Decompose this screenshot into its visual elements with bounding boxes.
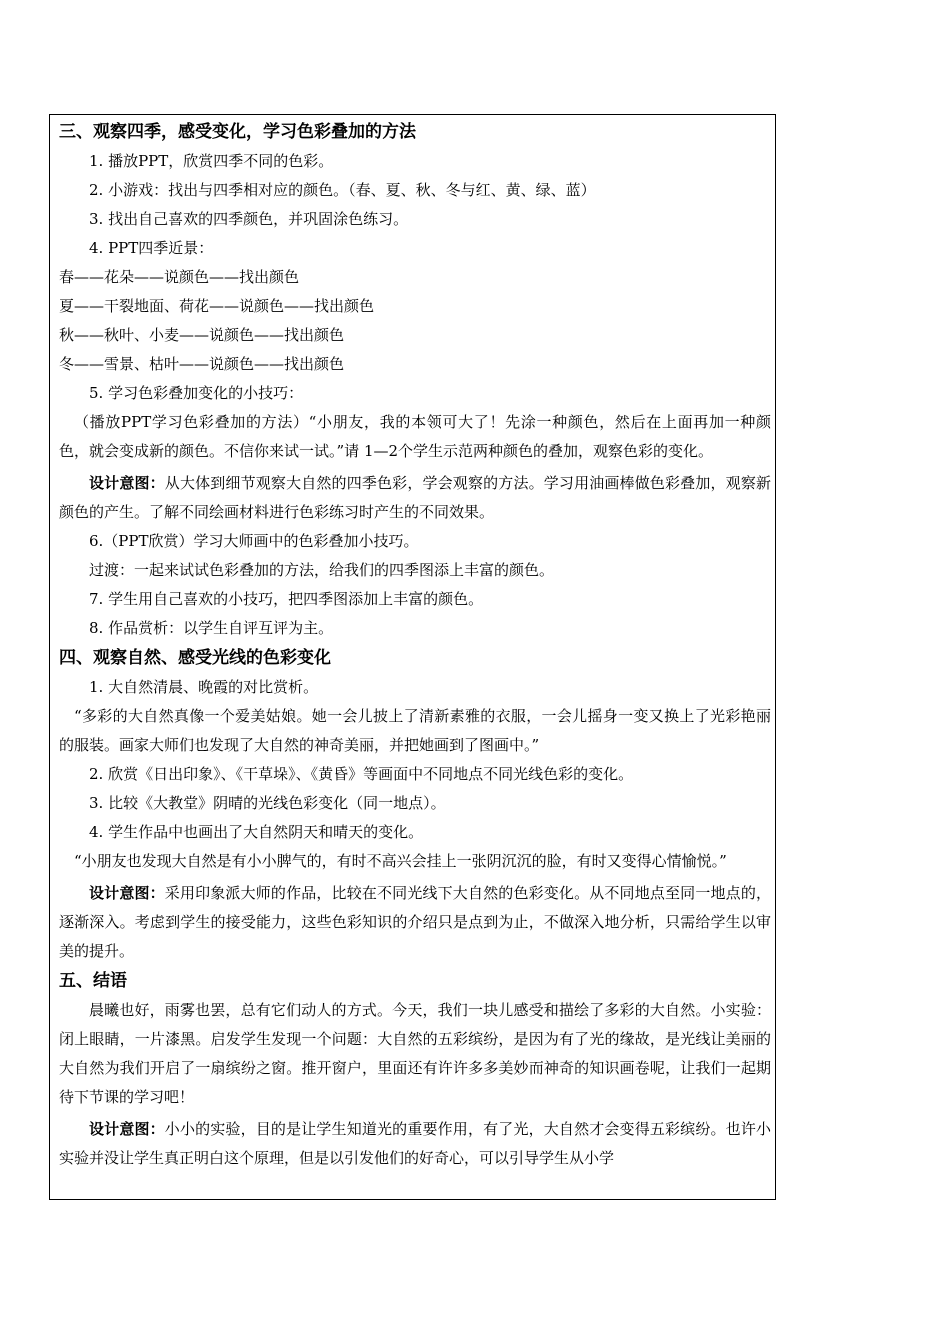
s5-conclusion: 晨曦也好，雨雾也罢，总有它们动人的方式。今天，我们一块儿感受和描绘了多彩的大自然。小实验：闭上眼睛，一片漆黑。启发学生发现一个问题：大自然的五彩缤纷，是因为有了光的缘故，是光线让美丽的大自然为我们开启了一扇缤纷之窗。推开窗户，里面还有许许多多美妙而神奇的知识画卷呢，让我们一起期待下节课的学习吧！ xyxy=(59,1001,771,1106)
season-spring: 春——花朵——说颜色——找出颜色 xyxy=(59,268,300,286)
design-intent-label: 设计意图： xyxy=(89,474,165,492)
s3-item-7: 7. 学生用自己喜欢的小技巧，把四季图添加上丰富的颜色。 xyxy=(89,590,484,608)
design-intent-text: 采用印象派大师的作品，比较在不同光线下大自然的色彩变化。从不同地点至同一地点的，逐渐深入。考虑到学生的接受能力，这些色彩知识的介绍只是点到为止，不做深入地分析，只需给学生以审美的提升。 xyxy=(59,884,771,960)
s3-item-4: 4. PPT四季近景： xyxy=(89,239,214,257)
season-summer: 夏——干裂地面、荷花——说颜色——找出颜色 xyxy=(59,297,375,315)
s4-quote-1: “多彩的大自然真像一个爱美姑娘。她一会儿披上了清新素雅的衣服，一会儿摇身一变又换上了光彩艳丽的服装。画家大师们也发现了大自然的神奇美丽，并把她画到了图画中。” xyxy=(59,707,771,754)
section-3-heading: 三、观察四季，感受变化，学习色彩叠加的方法 xyxy=(59,122,416,142)
design-intent-text: 从大体到细节观察大自然的四季色彩，学会观察的方法。学习用油画棒做色彩叠加，观察新颜色的产生。了解不同绘画材料进行色彩练习时产生的不同效果。 xyxy=(59,474,771,521)
s3-item-5: 5. 学习色彩叠加变化的小技巧： xyxy=(89,384,304,402)
s3-design-intent xyxy=(59,469,771,527)
design-intent-text: 小小的实验，目的是让学生知道光的重要作用，有了光，大自然才会变得五彩缤纷。也许小实验并没让学生真正明白这个原理，但是以引发他们的好奇心，可以引导学生从小学 xyxy=(59,1120,771,1167)
section-5-heading: 五、结语 xyxy=(59,971,127,991)
s4-item-3: 3. 比较《大教堂》阴晴的光线色彩变化（同一地点）。 xyxy=(89,794,446,812)
lesson-plan-table-cell xyxy=(49,114,776,1200)
s4-design-intent xyxy=(59,879,771,966)
s3-item-6: 6.（PPT欣赏）学习大师画中的色彩叠加小技巧。 xyxy=(89,532,419,550)
s4-item-2: 2. 欣赏《日出印象》、《干草垛》、《黄昏》等画面中不同地点不同光线色彩的变化。 xyxy=(89,765,634,783)
s3-item-2: 2. 小游戏：找出与四季相对应的颜色。（春、夏、秋、冬与红、黄、绿、蓝） xyxy=(89,181,596,199)
s3-paragraph-demo: （播放PPT学习色彩叠加的方法）“小朋友，我的本领可大了！先涂一种颜色，然后在上面再加一种颜色，就会变成新的颜色。不信你来试一试。”请 1—2个学生示范两种颜色的叠加，观察色彩的变化。 xyxy=(59,413,771,460)
s4-quote-2: “小朋友也发现大自然是有小小脾气的，有时不高兴会挂上一张阴沉沉的脸，有时又变得心情愉悦。” xyxy=(74,852,727,870)
lesson-content xyxy=(59,117,771,1173)
s3-item-8: 8. 作品赏析：以学生自评互评为主。 xyxy=(89,619,334,637)
s3-item-1: 1. 播放PPT，欣赏四季不同的色彩。 xyxy=(89,152,334,170)
season-winter: 冬——雪景、枯叶——说颜色——找出颜色 xyxy=(59,355,345,373)
section-4-heading: 四、观察自然、感受光线的色彩变化 xyxy=(59,648,331,668)
season-autumn: 秋——秋叶、小麦——说颜色——找出颜色 xyxy=(59,326,345,344)
design-intent-label: 设计意图： xyxy=(89,884,165,902)
s4-item-1: 1. 大自然清晨、晚霞的对比赏析。 xyxy=(89,678,319,696)
s5-design-intent xyxy=(59,1115,771,1173)
s4-item-4: 4. 学生作品中也画出了大自然阴天和晴天的变化。 xyxy=(89,823,424,841)
s3-item-3: 3. 找出自己喜欢的四季颜色，并巩固涂色练习。 xyxy=(89,210,409,228)
design-intent-label: 设计意图： xyxy=(89,1120,165,1138)
s3-transition: 过渡：一起来试试色彩叠加的方法，给我们的四季图添上丰富的颜色。 xyxy=(89,561,555,579)
